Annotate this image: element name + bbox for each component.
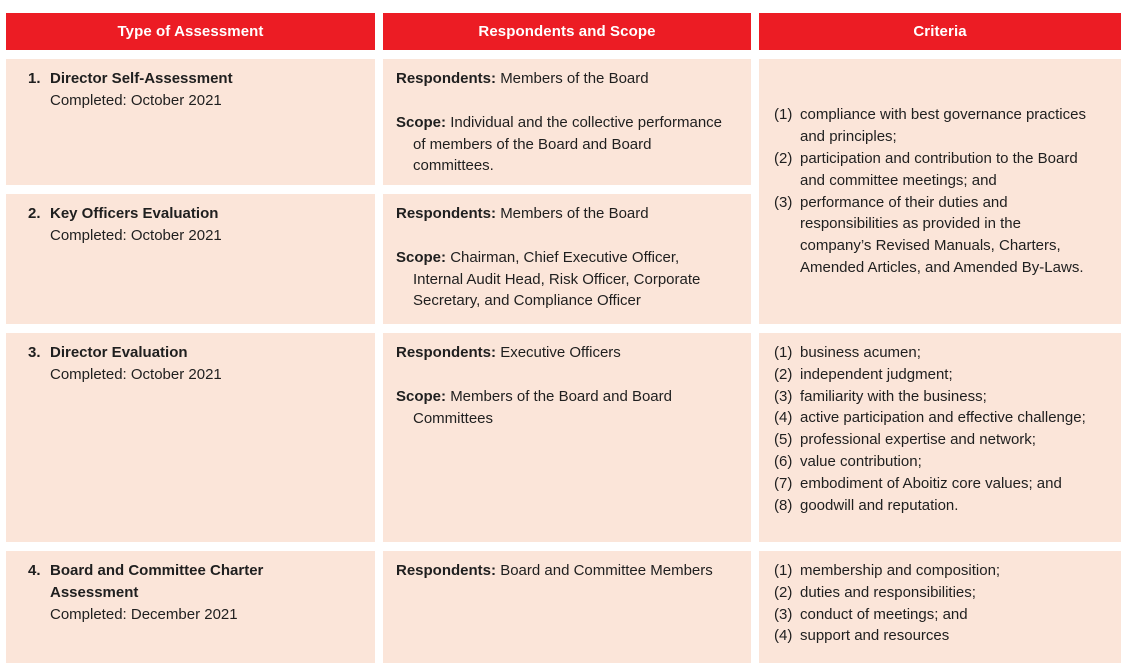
criteria-number: (7) (774, 474, 793, 492)
criteria-item (774, 386, 1087, 408)
assessment-item (28, 560, 361, 625)
scope-value: Chairman, Chief Executive Officer, Internal Audit Head, Risk Officer, Corporate Secretary, and Compliance Officer (413, 248, 701, 310)
respondents-line (396, 68, 731, 90)
criteria-text: business acumen; (800, 344, 921, 361)
criteria-item (774, 582, 1087, 604)
criteria-number: (8) (774, 496, 793, 514)
assessment-number: 4. (28, 562, 41, 579)
respondents-value: Members of the Board (500, 205, 649, 222)
respondents-line (396, 342, 731, 364)
respondents-scope-cell-1 (383, 59, 751, 185)
scope-value: Individual and the collective performance of members of the Board and Board committees. (413, 113, 723, 175)
respondents-value: Board and Committee Members (500, 562, 713, 579)
assessment-completed-date: Completed: December 2021 (50, 605, 238, 623)
criteria-item (774, 451, 1087, 473)
type-cell-key-officers-evaluation (6, 194, 375, 324)
type-cell-board-and-committee-charter-assessment (6, 551, 375, 663)
criteria-text: active participation and effective challenge; (800, 409, 1086, 427)
criteria-item (774, 104, 1087, 148)
criteria-number: (4) (774, 409, 793, 427)
respondents-label: Respondents: (396, 562, 497, 579)
respondents-label: Respondents: (396, 70, 497, 87)
assessment-completed-date: Completed: October 2021 (50, 91, 222, 109)
criteria-number: (2) (774, 583, 793, 601)
criteria-number: (3) (774, 193, 793, 211)
column-header-type-of-assessment: Type of Assessment (6, 13, 375, 50)
assessment-number: 3. (28, 344, 41, 361)
criteria-item (774, 148, 1087, 192)
respondents-label: Respondents: (396, 205, 497, 222)
assessment-number: 2. (28, 205, 41, 222)
criteria-cell-row-3 (759, 333, 1121, 542)
scope-value: Members of the Board and Board Committees (413, 387, 672, 427)
type-cell-director-self-assessment (6, 59, 375, 185)
scope-line (396, 247, 731, 312)
respondents-scope-cell-3 (383, 333, 751, 542)
criteria-text: independent judgment; (800, 365, 953, 383)
criteria-text: duties and responsibilities; (800, 583, 976, 601)
assessment-title: Board and Committee Charter Assessment (50, 562, 264, 601)
criteria-text: conduct of meetings; and (800, 605, 968, 623)
criteria-number: (3) (774, 605, 793, 623)
criteria-text: compliance with best governance practices and principles; (800, 106, 1086, 146)
assessment-item (28, 342, 361, 386)
criteria-text: value contribution; (800, 452, 922, 470)
criteria-item (774, 625, 1087, 647)
criteria-item (774, 342, 1087, 364)
assessment-completed-date: Completed: October 2021 (50, 226, 222, 244)
respondents-value: Executive Officers (500, 344, 621, 361)
assessment-item (28, 203, 361, 247)
criteria-item (774, 560, 1087, 582)
criteria-text: familiarity with the business; (800, 387, 987, 405)
criteria-item (774, 473, 1087, 495)
assessment-title: Director Self-Assessment (50, 70, 233, 87)
criteria-text: support and resources (800, 627, 950, 645)
column-header-respondents-and-scope: Respondents and Scope (383, 13, 751, 50)
criteria-cell-rows-1-2 (759, 59, 1121, 324)
criteria-text: performance of their duties and responsibilities as provided in the company’s Revised Manuals, Charters, Amended Articles, and Amended By-Laws. (800, 193, 1084, 276)
criteria-text: membership and composition; (800, 562, 1001, 579)
respondents-value: Members of the Board (500, 70, 649, 87)
assessment-title: Director Evaluation (50, 344, 188, 361)
assessment-completed-date: Completed: October 2021 (50, 365, 222, 383)
criteria-number: (5) (774, 431, 793, 449)
criteria-number: (2) (774, 365, 793, 383)
respondents-label: Respondents: (396, 344, 497, 361)
criteria-number: (1) (774, 106, 793, 124)
scope-label: Scope: (396, 248, 447, 266)
criteria-item (774, 495, 1087, 517)
assessment-number: 1. (28, 70, 41, 87)
criteria-number: (4) (774, 627, 793, 645)
scope-label: Scope: (396, 387, 447, 405)
criteria-text: participation and contribution to the Board and committee meetings; and (800, 149, 1078, 189)
criteria-number: (1) (774, 562, 793, 579)
respondents-line (396, 203, 731, 225)
criteria-text: embodiment of Aboitiz core values; and (800, 474, 1062, 492)
scope-line (396, 112, 731, 177)
assessment-table (6, 13, 1121, 663)
criteria-item (774, 407, 1087, 429)
criteria-text: goodwill and reputation. (800, 496, 959, 514)
criteria-item (774, 429, 1087, 451)
type-cell-director-evaluation (6, 333, 375, 542)
criteria-cell-row-4 (759, 551, 1121, 663)
scope-line (396, 386, 731, 430)
criteria-number: (2) (774, 149, 793, 167)
respondents-line (396, 560, 731, 582)
criteria-number: (3) (774, 387, 793, 405)
respondents-scope-cell-4 (383, 551, 751, 663)
criteria-text: professional expertise and network; (800, 431, 1036, 449)
respondents-scope-cell-2 (383, 194, 751, 324)
criteria-item (774, 192, 1087, 279)
criteria-item (774, 364, 1087, 386)
criteria-number: (6) (774, 452, 793, 470)
assessment-item (28, 68, 361, 112)
criteria-number: (1) (774, 344, 793, 361)
scope-label: Scope: (396, 113, 447, 131)
criteria-item (774, 604, 1087, 626)
assessment-title: Key Officers Evaluation (50, 205, 219, 222)
column-header-criteria: Criteria (759, 13, 1121, 50)
